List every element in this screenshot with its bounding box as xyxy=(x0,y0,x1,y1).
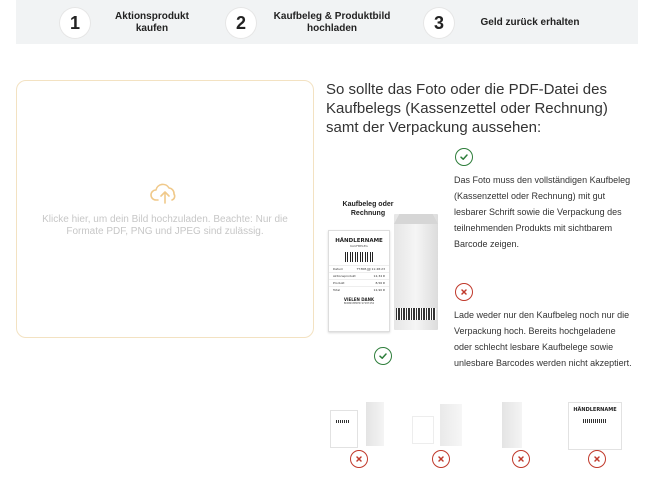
receipt-line: Produkt 8,56 € xyxy=(329,279,389,286)
step-label: Kaufbeleg & Produktbild hochladen xyxy=(273,11,391,34)
wrong-example-thumbnail xyxy=(562,398,632,470)
check-icon xyxy=(455,148,473,166)
receipt-barcode xyxy=(345,252,373,262)
wrong-description: Lade weder nur den Kaufbeleg noch nur die Verpackung hoch. Bereits hochgeladene oder schlecht lesbare Kaufbelege sowie unlesbare Barcodes werden nicht akzeptiert. xyxy=(454,310,632,368)
package-barcode xyxy=(396,308,436,320)
thumb-receipt-name: HÄNDLERNAME xyxy=(573,407,617,413)
step-number: 3 xyxy=(424,8,454,38)
receipt-line: Aktionsprodukt 12,34 € xyxy=(329,272,389,279)
cross-icon xyxy=(432,450,450,468)
correct-description: Das Foto muss den vollständigen Kaufbeleg (Kassenzettel oder Rechnung) mit gut lesbarer Schrift sowie die Verpackung des teilnehmenden Produkts mit sichtbarem Barcode zeigen. xyxy=(454,175,631,249)
steps-bar xyxy=(16,0,638,44)
cross-icon xyxy=(455,283,473,301)
step-label: Geld zurück erhalten xyxy=(480,17,580,28)
upload-hint: Klicke hier, um dein Bild hochzuladen. Beachte: Nur die Formate PDF, PNG und JPEG sind zulässig. xyxy=(42,213,288,237)
step-2 xyxy=(226,8,398,38)
step-number: 2 xyxy=(226,8,256,38)
wrong-example-thumbnail xyxy=(408,398,468,470)
upload-dropzone[interactable] xyxy=(16,80,314,338)
product-package xyxy=(394,214,438,330)
sample-receipt xyxy=(328,230,390,332)
wrong-example-thumbnail xyxy=(326,398,386,470)
sample-image xyxy=(326,200,444,332)
sample-title: Kaufbeleg oder Rechnung xyxy=(342,201,394,217)
step-3 xyxy=(424,8,592,38)
cross-icon xyxy=(588,450,606,468)
wrong-examples xyxy=(326,398,632,470)
receipt-sub: KAUFBELEG xyxy=(350,244,368,248)
receipt-name: HÄNDLERNAME xyxy=(335,238,383,244)
step-1 xyxy=(60,8,200,38)
wrong-example-thumbnail xyxy=(488,398,548,470)
receipt-thanks-sub: BONNUMMER 97287450 xyxy=(343,302,375,305)
step-label: Aktionsprodukt kaufen xyxy=(115,11,189,34)
receipt-thanks: VIELEN DANK xyxy=(343,297,375,302)
receipt-line: Datum TT.MM.JJJJ 11:48:23 xyxy=(329,265,389,272)
cross-icon xyxy=(512,450,530,468)
cloud-upload-icon xyxy=(149,181,181,214)
instructions-heading: So sollte das Foto oder die PDF-Datei des Kaufbelegs (Kassenzettel oder Rechnung) samt der Verpackung aussehen: xyxy=(326,81,608,136)
check-icon xyxy=(374,347,392,365)
cross-icon xyxy=(350,450,368,468)
step-number: 1 xyxy=(60,8,90,38)
receipt-line: Total 12,90 € xyxy=(329,286,389,293)
